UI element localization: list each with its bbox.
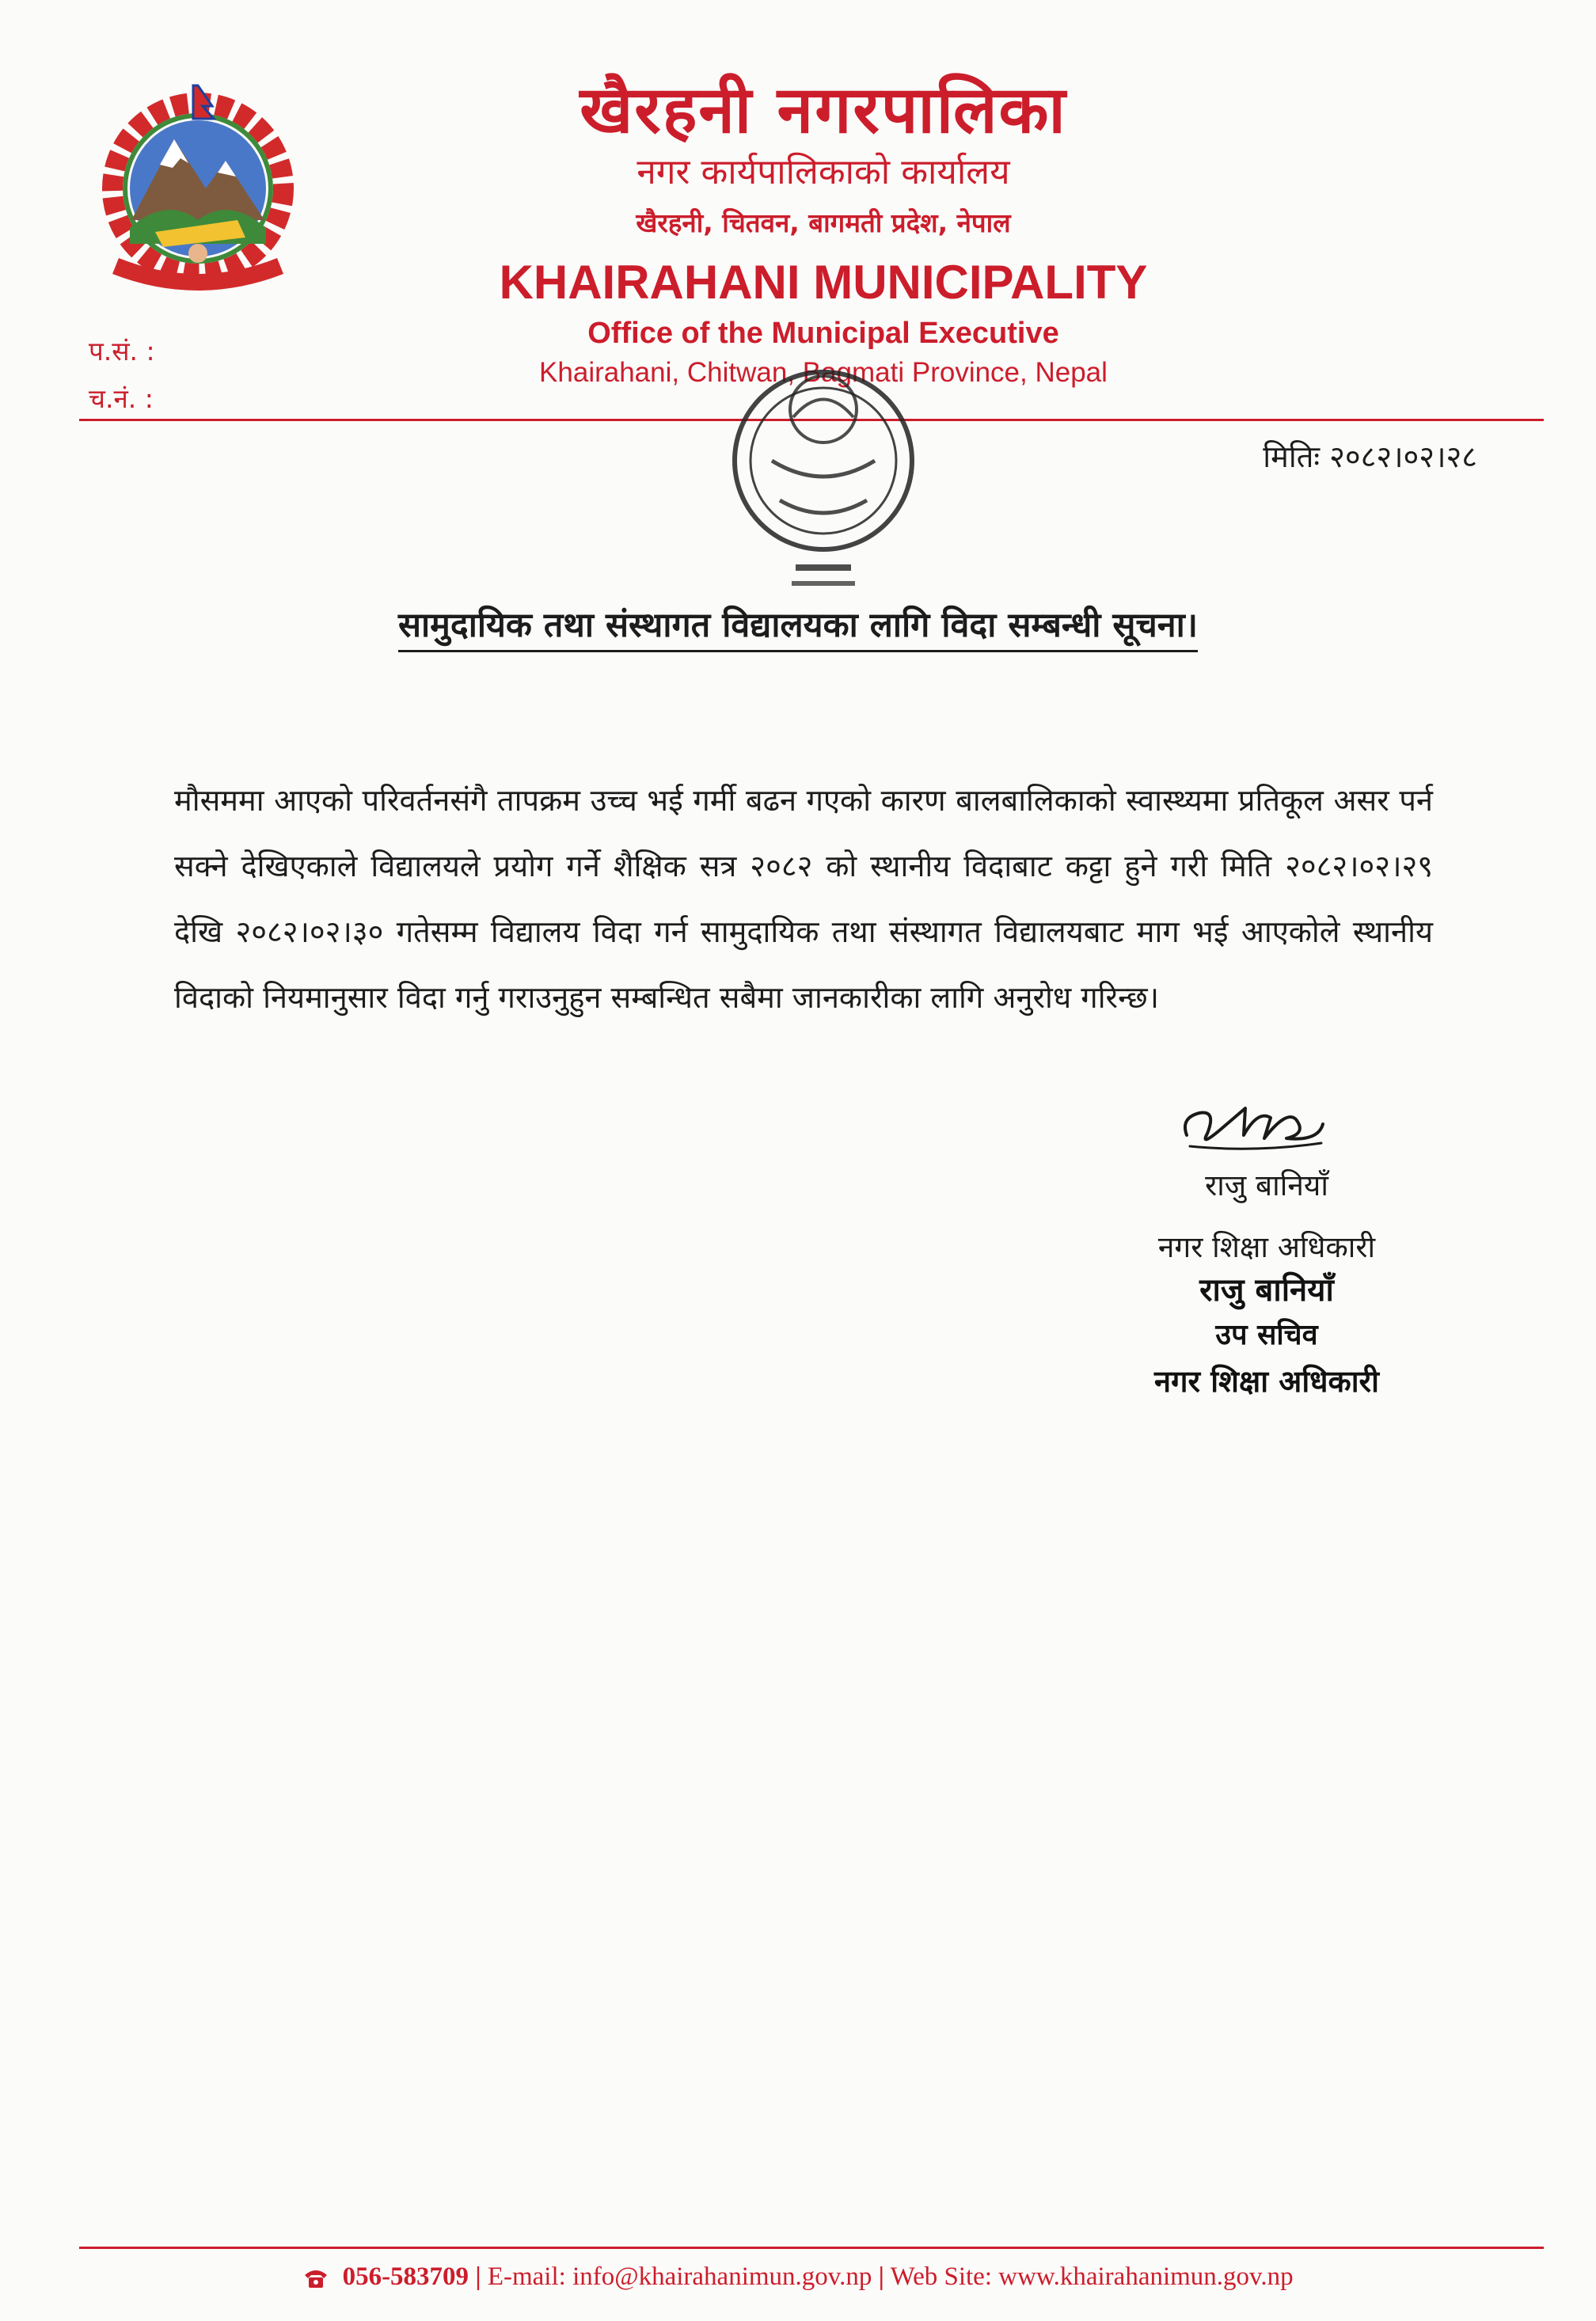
subject-line [0, 600, 1596, 647]
signatory-name: राजु बानियाँ [1205, 1168, 1328, 1202]
footer-phone: 056-583709 [342, 2262, 469, 2291]
letter-body: मौसममा आएको परिवर्तनसंगै तापक्रम उच्च भई गर्मी बढन गएको कारण बालबालिकाको स्वास्थ्यमा प्रतिकूल असर पर्न सक्ने देखिएकाले विद्यालयले प्रयोग गर्ने शैक्षिक सत्र २०८२ को स्थानीय विदाबाट कट्टा हुने गरी मिति २०८२।०२।२९ देखि २०८२।०२।३० गतेसम्म विद्यालय विदा गर्न सामुदायिक तथा संस्थागत विद्यालयबाट माग भई आएकोले स्थानीय विदाको नियमानुसार विदा गर्नु गराउनुहुन सम्बन्धित सबैमा जानकारीका लागि अनुरोध गरिन्छ। [174, 783, 1433, 1015]
office-name-english: Office of the Municipal Executive [587, 317, 1059, 350]
footer-website-link[interactable]: www.khairahanimun.gov.np [998, 2262, 1294, 2291]
dispatch-number-label: च.नं. : [89, 383, 154, 414]
footer-web-label: Web Site: [890, 2262, 993, 2291]
footer-separator: | [475, 2262, 481, 2291]
title-seal: नगर शिक्षा अधिकारी [1154, 1364, 1379, 1399]
phone-icon [302, 2267, 329, 2289]
subject-text: सामुदायिक तथा संस्थागत विद्यालयका लागि विदा सम्बन्धी सूचना। [398, 606, 1198, 652]
reference-number-label: प.सं. : [89, 336, 155, 367]
handwritten-signature [1176, 1086, 1334, 1157]
footer-divider [79, 2247, 1544, 2249]
office-seal-stamp-icon [697, 342, 950, 611]
letter-date: मितिः २०८२।०२।२८ [1263, 439, 1477, 474]
address-english: Khairahani, Chitwan, Bagmati Province, Nepal [539, 357, 1108, 388]
footer-email-link[interactable]: info@khairahanimun.gov.np [572, 2262, 872, 2291]
name-seal: राजु बानियाँ [1199, 1272, 1334, 1309]
signatory-title: नगर शिक्षा अधिकारी [1157, 1230, 1376, 1264]
footer-separator: | [878, 2262, 884, 2291]
office-name-nepali: नगर कार्यपालिकाको कार्यालय [636, 152, 1010, 192]
nepal-emblem-icon [87, 70, 309, 291]
municipality-name-nepali: खैरहनी नगरपालिका [580, 73, 1067, 148]
municipality-name-english: KHAIRAHANI MUNICIPALITY [499, 256, 1148, 309]
post-seal: उप सचिव [1215, 1319, 1318, 1351]
footer-email-label: E-mail: [487, 2262, 566, 2291]
footer-contact [0, 2262, 1596, 2292]
address-nepali: खैरहनी, चितवन, बागमती प्रदेश, नेपाल [636, 207, 1011, 238]
